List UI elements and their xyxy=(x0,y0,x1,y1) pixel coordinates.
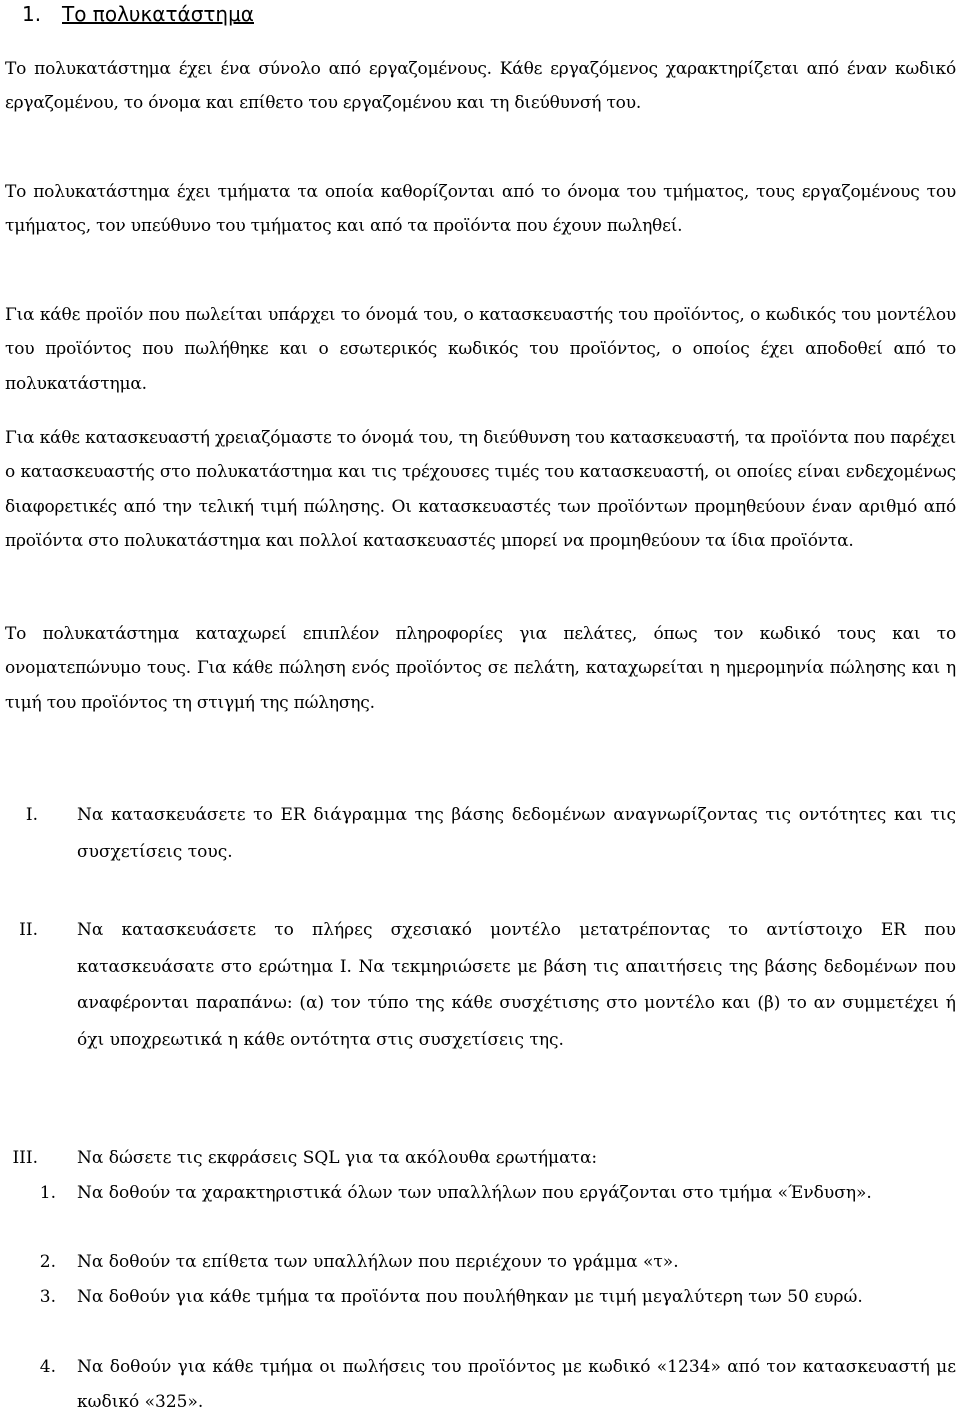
sql-item-text: Να δοθούν για κάθε τμήμα τα προϊόντα που πουλήθηκαν με τιμή μεγαλύτερη των 50 ευρώ. xyxy=(77,1287,863,1307)
sql-item-text: Να δοθούν τα χαρακτηριστικά όλων των υπαλλήλων που εργάζονται στο τμήμα «Ένδυση». xyxy=(77,1183,872,1203)
paragraph-customers: Το πολυκατάστημα καταχωρεί επιπλέον πληροφορίες για πελάτες, όπως τον κωδικό τους και το ονοματεπώνυμο τους. Για κάθε πώληση ενός προϊόντος σε πελάτη, καταχωρείται η ημερομηνία πώλησης και η τιμή του προϊόντος τη στιγμή της πώλησης. xyxy=(5,624,956,713)
question-number: III. xyxy=(12,1148,38,1168)
question-text: Να κατασκευάσετε το ER διάγραμμα της βάσης δεδομένων αναγνωρίζοντας τις οντότητες και τις συσχετίσεις τους. xyxy=(77,805,956,862)
question-number: II. xyxy=(19,920,38,940)
section-heading xyxy=(22,0,254,28)
sql-item-number: 4. xyxy=(39,1357,56,1377)
paragraph-employees: Το πολυκατάστημα έχει ένα σύνολο από εργαζομένους. Κάθε εργαζόμενος χαρακτηρίζεται από έναν κωδικό εργαζομένου, το όνομα και επίθετο του εργαζομένου και τη διεύθυνσή του. xyxy=(5,59,956,114)
sql-item-text: Να δοθούν για κάθε τμήμα οι πωλήσεις του προϊόντος με κωδικό «1234» από τον κατασκευαστή με κωδικό «325». xyxy=(77,1357,956,1412)
sql-item-text: Να δοθούν τα επίθετα των υπαλλήλων που περιέχουν το γράμμα «τ». xyxy=(77,1252,679,1272)
heading-number: 1. xyxy=(22,2,42,26)
heading-title: Το πολυκατάστημα xyxy=(62,2,254,26)
sql-item-number: 3. xyxy=(39,1287,56,1307)
question-text: Να κατασκευάσετε το πλήρες σχεσιακό μοντέλο μετατρέποντας το αντίστοιχο ER που κατασκευάσατε στο ερώτημα I. Να τεκμηριώσετε με βάση τις απαιτήσεις της βάσης δεδομένων που αναφέρονται παραπάνω: (α) τον τύπο της κάθε συσχέτισης στο μοντέλο και (β) το αν συμμετέχει ή όχι υποχρεωτικά η κάθε οντότητα στις συσχετίσεις της. xyxy=(77,920,956,1051)
question-number: I. xyxy=(25,805,38,825)
paragraph-departments: Το πολυκατάστημα έχει τμήματα τα οποία καθορίζονται από το όνομα του τμήματος, τους εργαζομένους του τμήματος, τον υπεύθυνο του τμήματος και από τα προϊόντα που έχουν πωληθεί. xyxy=(5,182,956,237)
sql-item-number: 1. xyxy=(39,1183,56,1203)
sql-item-number: 2. xyxy=(39,1252,56,1272)
question-text: Να δώσετε τις εκφράσεις SQL για τα ακόλουθα ερωτήματα: xyxy=(77,1148,598,1168)
paragraph-manufacturers: Για κάθε κατασκευαστή χρειαζόμαστε το όνομά του, τη διεύθυνση του κατασκευαστή, τα προϊόντα που παρέχει ο κατασκευαστής στο πολυκατάστημα και τις τρέχουσες τιμές του κατασκευαστή, οι οποίες είναι ενδεχομένως διαφορετικές από την τελική τιμή πώλησης. Οι κατασκευαστές των προϊόντων προμηθεύουν έναν αριθμό από προϊόντα στο πολυκατάστημα και πολλοί κατασκευαστές μπορεί να προμηθεύουν τα ίδια προϊόντα. xyxy=(5,428,956,551)
paragraph-products: Για κάθε προϊόν που πωλείται υπάρχει το όνομά του, ο κατασκευαστής του προϊόντος, ο κωδικός του μοντέλου του προϊόντος που πωλήθηκε και ο εσωτερικός κωδικός του προϊόντος, ο οποίος έχει αποδοθεί από το πολυκατάστημα. xyxy=(5,305,956,394)
